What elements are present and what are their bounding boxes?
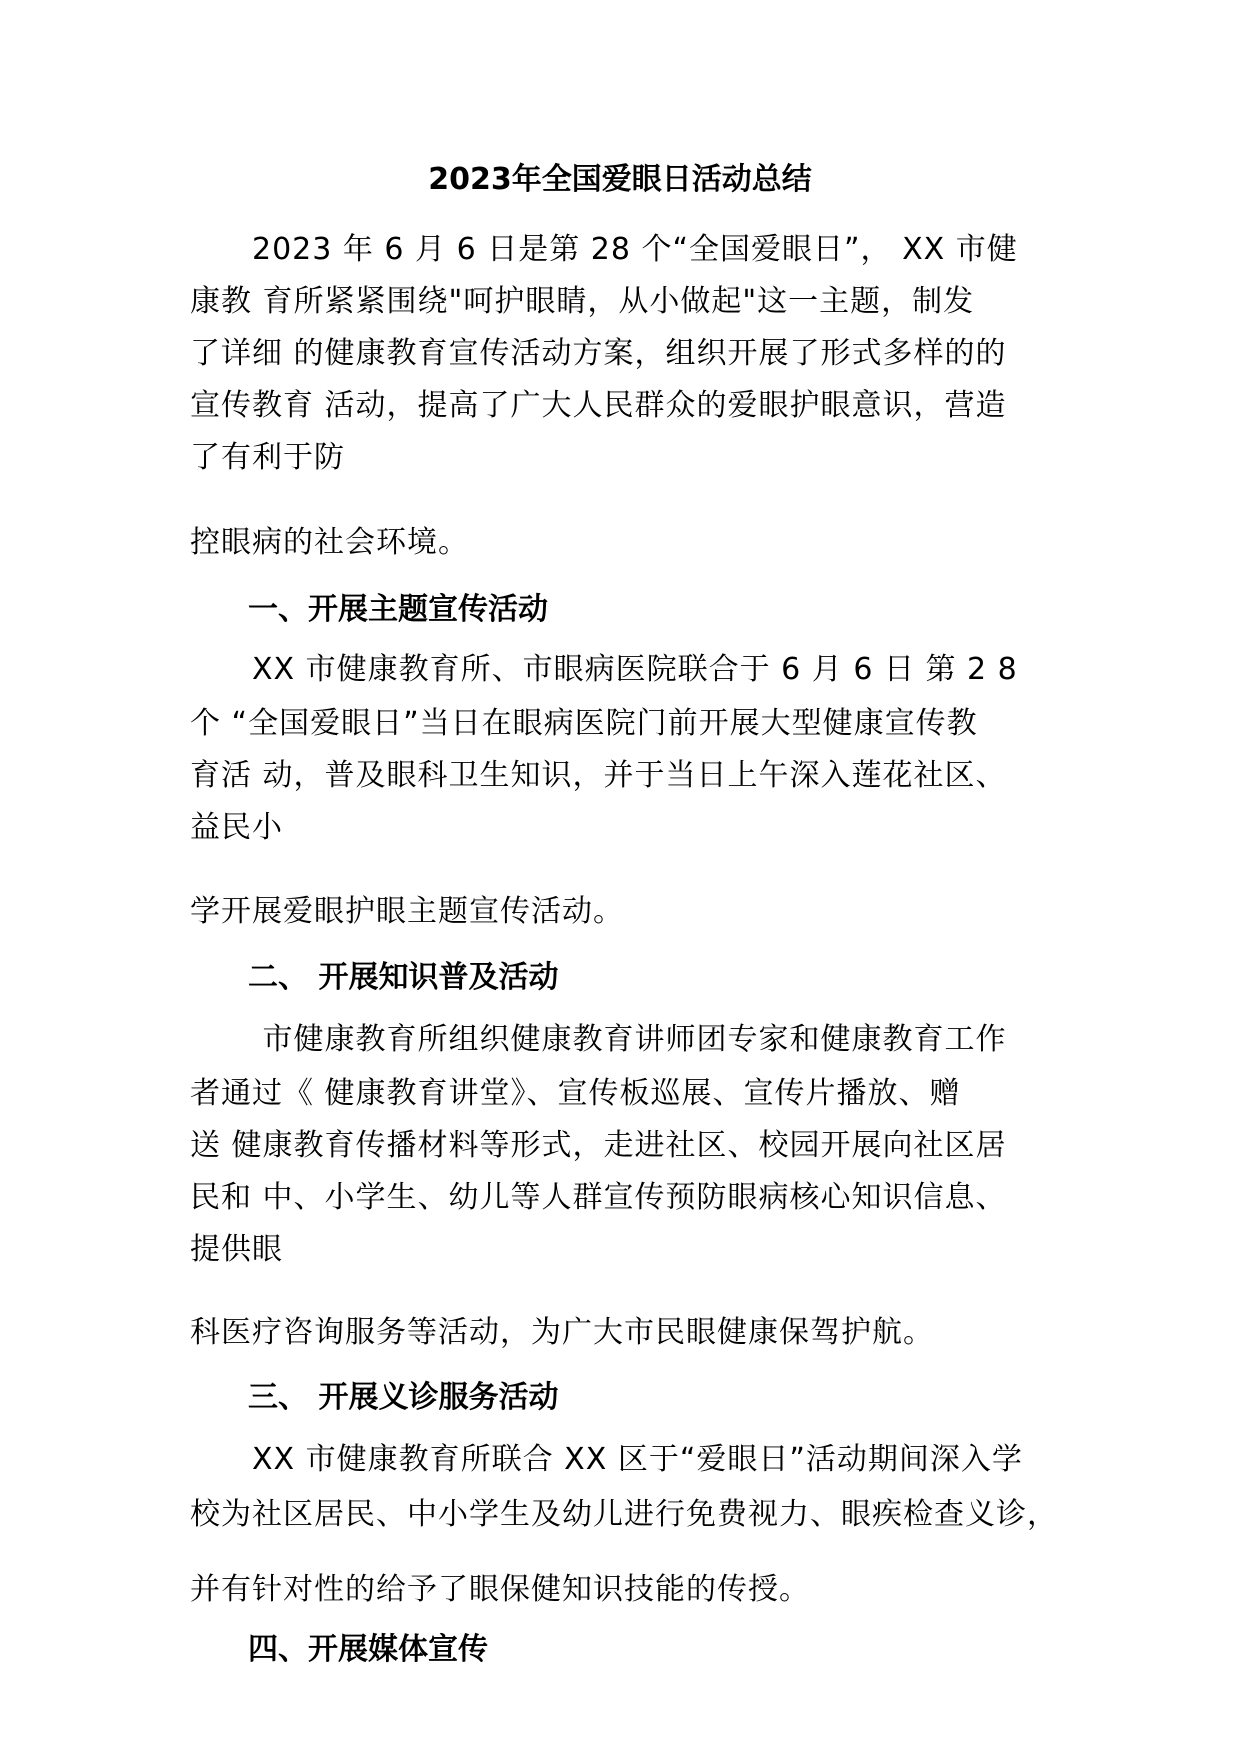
document-title: 2023年全国爱眼日活动总结: [428, 162, 812, 197]
section-3-line: 并有针对性的给予了眼保健知识技能的传授。: [190, 1572, 810, 1607]
intro-line: 控眼病的社会环境。: [190, 525, 469, 560]
section-1-line: XX 市健康教育所、市眼病医院联合于 6 月 6 日 第 2 8: [190, 652, 1018, 687]
section-1-line: 益民小: [190, 810, 283, 845]
section-1-line: 育活 动，普及眼科卫生知识，并于当日上午深入莲花社区、: [190, 758, 1007, 793]
section-3-heading: 三、 开展义诊服务活动: [248, 1380, 559, 1415]
section-2-line: 科医疗咨询服务等活动，为广大市民眼健康保驾护航。: [190, 1315, 934, 1350]
section-2-line: 市健康教育所组织健康教育讲师团专家和健康教育工作: [190, 1022, 1007, 1057]
section-1-line: 个 “全国爱眼日”当日在眼病医院门前开展大型健康宣传教: [190, 706, 978, 741]
section-2-heading: 二、 开展知识普及活动: [248, 960, 559, 995]
intro-line: 康教 育所紧紧围绕"呵护眼睛，从小做起"这一主题，制发: [190, 284, 975, 319]
section-1-line: 学开展爱眼护眼主题宣传活动。: [190, 894, 624, 929]
section-1-heading: 一、开展主题宣传活动: [248, 592, 548, 627]
intro-line: 2023 年 6 月 6 日是第 28 个“全国爱眼日”， XX 市健: [190, 232, 1018, 267]
section-3-line: 校为社区居民、中小学生及幼儿进行免费视力、眼疾检查义诊，: [190, 1497, 1058, 1532]
intro-line: 宣传教育 活动，提高了广大人民群众的爱眼护眼意识，营造: [190, 388, 1007, 423]
section-2-line: 者通过《 健康教育讲堂》、宣传板巡展、宣传片播放、赠: [190, 1076, 961, 1111]
intro-line: 了详细 的健康教育宣传活动方案，组织开展了形式多样的的: [190, 336, 1007, 371]
section-2-line: 提供眼: [190, 1232, 283, 1267]
section-2-line: 送 健康教育传播材料等形式，走进社区、校园开展向社区居: [190, 1128, 1007, 1163]
section-2-line: 民和 中、小学生、幼儿等人群宣传预防眼病核心知识信息、: [190, 1180, 1007, 1215]
section-3-line: XX 市健康教育所联合 XX 区于“爱眼日”活动期间深入学: [190, 1442, 1023, 1477]
intro-line: 了有利于防: [190, 440, 345, 475]
section-4-heading: 四、开展媒体宣传: [248, 1632, 488, 1667]
